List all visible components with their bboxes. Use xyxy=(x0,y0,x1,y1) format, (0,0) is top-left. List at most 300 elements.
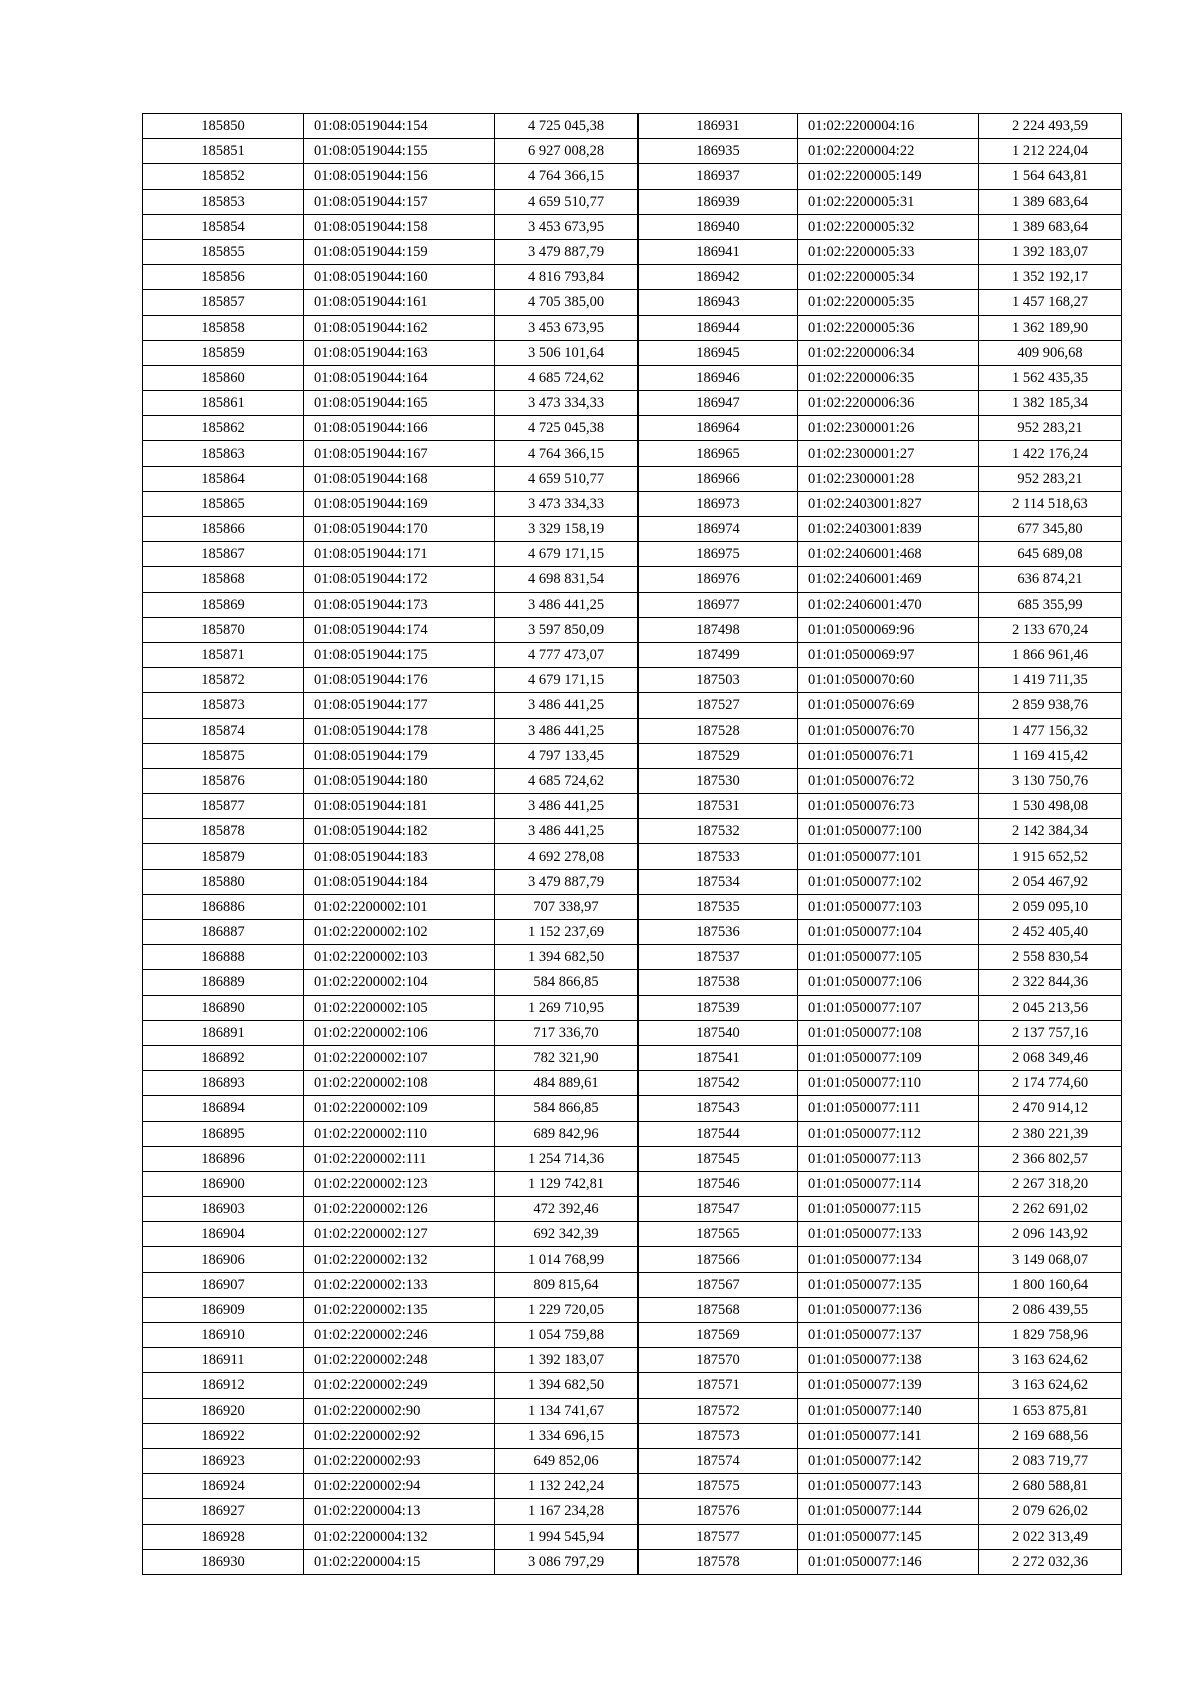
table-row xyxy=(143,1272,638,1297)
record-number-cell: 186904 xyxy=(143,1222,304,1247)
cadastral-number-cell: 01:02:2403001:827 xyxy=(798,491,979,516)
cadastral-number-cell: 01:08:0519044:162 xyxy=(304,315,495,340)
value-cell: 1 419 711,35 xyxy=(979,668,1122,693)
value-cell: 4 764 366,15 xyxy=(495,441,638,466)
value-cell: 3 486 441,25 xyxy=(495,819,638,844)
cadastral-number-cell: 01:08:0519044:176 xyxy=(304,668,495,693)
value-cell: 1 167 234,28 xyxy=(495,1499,638,1524)
cadastral-number-cell: 01:01:0500070:60 xyxy=(798,668,979,693)
cadastral-number-cell: 01:01:0500077:136 xyxy=(798,1297,979,1322)
table-row xyxy=(639,1348,1122,1373)
table-row xyxy=(143,768,638,793)
left-table xyxy=(142,113,638,1575)
cadastral-number-cell: 01:08:0519044:180 xyxy=(304,768,495,793)
table-row xyxy=(639,1272,1122,1297)
record-number-cell: 185878 xyxy=(143,819,304,844)
cadastral-number-cell: 01:02:2300001:28 xyxy=(798,466,979,491)
table-row xyxy=(639,365,1122,390)
table-row xyxy=(639,995,1122,1020)
record-number-cell: 185875 xyxy=(143,743,304,768)
record-number-cell: 187566 xyxy=(639,1247,798,1272)
cadastral-number-cell: 01:08:0519044:173 xyxy=(304,592,495,617)
record-number-cell: 187540 xyxy=(639,1020,798,1045)
table-row xyxy=(639,340,1122,365)
cadastral-number-cell: 01:02:2200002:127 xyxy=(304,1222,495,1247)
table-row xyxy=(143,819,638,844)
cadastral-number-cell: 01:02:2200004:132 xyxy=(304,1524,495,1549)
table-row xyxy=(639,265,1122,290)
table-row xyxy=(143,265,638,290)
record-number-cell: 185866 xyxy=(143,517,304,542)
record-number-cell: 186886 xyxy=(143,894,304,919)
cadastral-number-cell: 01:01:0500077:111 xyxy=(798,1096,979,1121)
value-cell: 2 045 213,56 xyxy=(979,995,1122,1020)
value-cell: 584 866,85 xyxy=(495,1096,638,1121)
cadastral-number-cell: 01:02:2200002:94 xyxy=(304,1474,495,1499)
record-number-cell: 186892 xyxy=(143,1045,304,1070)
record-number-cell: 187565 xyxy=(639,1222,798,1247)
cadastral-number-cell: 01:02:2200002:246 xyxy=(304,1323,495,1348)
cadastral-number-cell: 01:08:0519044:166 xyxy=(304,416,495,441)
record-number-cell: 185853 xyxy=(143,189,304,214)
record-number-cell: 186973 xyxy=(639,491,798,516)
table-row xyxy=(639,1297,1122,1322)
cadastral-number-cell: 01:08:0519044:171 xyxy=(304,542,495,567)
cadastral-number-cell: 01:02:2200002:132 xyxy=(304,1247,495,1272)
record-number-cell: 185867 xyxy=(143,542,304,567)
cadastral-number-cell: 01:01:0500077:135 xyxy=(798,1272,979,1297)
table-row xyxy=(143,290,638,315)
table-row xyxy=(143,1096,638,1121)
value-cell: 4 659 510,77 xyxy=(495,189,638,214)
table-row xyxy=(143,214,638,239)
table-row xyxy=(143,239,638,264)
table-row xyxy=(143,139,638,164)
value-cell: 809 815,64 xyxy=(495,1272,638,1297)
value-cell: 717 336,70 xyxy=(495,1020,638,1045)
cadastral-number-cell: 01:01:0500077:141 xyxy=(798,1423,979,1448)
cadastral-number-cell: 01:02:2200004:15 xyxy=(304,1549,495,1574)
value-cell: 1 129 742,81 xyxy=(495,1171,638,1196)
table-row xyxy=(143,1474,638,1499)
cadastral-number-cell: 01:08:0519044:160 xyxy=(304,265,495,290)
cadastral-number-cell: 01:01:0500077:100 xyxy=(798,819,979,844)
record-number-cell: 186943 xyxy=(639,290,798,315)
record-number-cell: 186937 xyxy=(639,164,798,189)
table-row xyxy=(639,1373,1122,1398)
record-number-cell: 185856 xyxy=(143,265,304,290)
table-row xyxy=(143,718,638,743)
cadastral-number-cell: 01:08:0519044:170 xyxy=(304,517,495,542)
table-row xyxy=(639,189,1122,214)
cadastral-number-cell: 01:01:0500077:110 xyxy=(798,1071,979,1096)
record-number-cell: 187571 xyxy=(639,1373,798,1398)
record-number-cell: 186893 xyxy=(143,1071,304,1096)
cadastral-number-cell: 01:08:0519044:167 xyxy=(304,441,495,466)
value-cell: 1 014 768,99 xyxy=(495,1247,638,1272)
value-cell: 782 321,90 xyxy=(495,1045,638,1070)
value-cell: 2 224 493,59 xyxy=(979,114,1122,139)
table-row xyxy=(639,1247,1122,1272)
value-cell: 409 906,68 xyxy=(979,340,1122,365)
cadastral-number-cell: 01:02:2200004:22 xyxy=(798,139,979,164)
record-number-cell: 186945 xyxy=(639,340,798,365)
table-row xyxy=(639,1197,1122,1222)
record-number-cell: 187574 xyxy=(639,1448,798,1473)
cadastral-number-cell: 01:02:2200006:35 xyxy=(798,365,979,390)
value-cell: 2 022 313,49 xyxy=(979,1524,1122,1549)
table-row xyxy=(639,794,1122,819)
record-number-cell: 187545 xyxy=(639,1146,798,1171)
value-cell: 952 283,21 xyxy=(979,416,1122,441)
cadastral-number-cell: 01:02:2200005:32 xyxy=(798,214,979,239)
record-number-cell: 187527 xyxy=(639,693,798,718)
value-cell: 1 422 176,24 xyxy=(979,441,1122,466)
value-cell: 952 283,21 xyxy=(979,466,1122,491)
table-row xyxy=(143,1121,638,1146)
record-number-cell: 185864 xyxy=(143,466,304,491)
table-row xyxy=(639,617,1122,642)
value-cell: 2 133 670,24 xyxy=(979,617,1122,642)
record-number-cell: 185859 xyxy=(143,340,304,365)
record-number-cell: 185860 xyxy=(143,365,304,390)
table-row xyxy=(639,441,1122,466)
record-number-cell: 186931 xyxy=(639,114,798,139)
cadastral-number-cell: 01:01:0500077:133 xyxy=(798,1222,979,1247)
value-cell: 4 705 385,00 xyxy=(495,290,638,315)
cadastral-number-cell: 01:01:0500077:113 xyxy=(798,1146,979,1171)
cadastral-number-cell: 01:02:2200002:101 xyxy=(304,894,495,919)
table-row xyxy=(143,466,638,491)
record-number-cell: 185880 xyxy=(143,869,304,894)
value-cell: 3 479 887,79 xyxy=(495,869,638,894)
cadastral-number-cell: 01:01:0500076:73 xyxy=(798,794,979,819)
table-row xyxy=(639,239,1122,264)
value-cell: 4 764 366,15 xyxy=(495,164,638,189)
record-number-cell: 187577 xyxy=(639,1524,798,1549)
value-cell: 4 679 171,15 xyxy=(495,668,638,693)
record-number-cell: 187532 xyxy=(639,819,798,844)
table-row xyxy=(143,1373,638,1398)
table-row xyxy=(639,164,1122,189)
table-row xyxy=(639,1423,1122,1448)
cadastral-number-cell: 01:01:0500077:143 xyxy=(798,1474,979,1499)
record-number-cell: 185873 xyxy=(143,693,304,718)
cadastral-number-cell: 01:02:2200002:249 xyxy=(304,1373,495,1398)
value-cell: 4 685 724,62 xyxy=(495,365,638,390)
value-cell: 3 479 887,79 xyxy=(495,239,638,264)
table-row xyxy=(639,416,1122,441)
table-row xyxy=(143,114,638,139)
record-number-cell: 187529 xyxy=(639,743,798,768)
table-row xyxy=(639,592,1122,617)
value-cell: 1 457 168,27 xyxy=(979,290,1122,315)
value-cell: 484 889,61 xyxy=(495,1071,638,1096)
record-number-cell: 186974 xyxy=(639,517,798,542)
table-row xyxy=(143,164,638,189)
cadastral-number-cell: 01:02:2406001:469 xyxy=(798,567,979,592)
record-number-cell: 186922 xyxy=(143,1423,304,1448)
value-cell: 689 842,96 xyxy=(495,1121,638,1146)
record-number-cell: 187578 xyxy=(639,1549,798,1574)
record-number-cell: 187538 xyxy=(639,970,798,995)
record-number-cell: 187570 xyxy=(639,1348,798,1373)
record-number-cell: 185851 xyxy=(143,139,304,164)
record-number-cell: 185861 xyxy=(143,391,304,416)
cadastral-number-cell: 01:02:2200005:33 xyxy=(798,239,979,264)
value-cell: 3 163 624,62 xyxy=(979,1373,1122,1398)
value-cell: 2 059 095,10 xyxy=(979,894,1122,919)
table-row xyxy=(143,920,638,945)
value-cell: 4 659 510,77 xyxy=(495,466,638,491)
table-row xyxy=(639,1222,1122,1247)
table-row xyxy=(143,1020,638,1045)
cadastral-number-cell: 01:02:2200005:36 xyxy=(798,315,979,340)
record-number-cell: 187498 xyxy=(639,617,798,642)
cadastral-number-cell: 01:01:0500077:134 xyxy=(798,1247,979,1272)
cadastral-number-cell: 01:01:0500077:104 xyxy=(798,920,979,945)
table-row xyxy=(143,1348,638,1373)
value-cell: 2 470 914,12 xyxy=(979,1096,1122,1121)
record-number-cell: 186944 xyxy=(639,315,798,340)
table-row xyxy=(143,189,638,214)
value-cell: 1 564 643,81 xyxy=(979,164,1122,189)
record-number-cell: 187576 xyxy=(639,1499,798,1524)
cadastral-number-cell: 01:02:2300001:27 xyxy=(798,441,979,466)
table-row xyxy=(143,340,638,365)
record-number-cell: 186941 xyxy=(639,239,798,264)
value-cell: 692 342,39 xyxy=(495,1222,638,1247)
table-row xyxy=(143,1146,638,1171)
table-row xyxy=(639,1171,1122,1196)
table-row xyxy=(143,945,638,970)
cadastral-number-cell: 01:08:0519044:156 xyxy=(304,164,495,189)
record-number-cell: 185865 xyxy=(143,491,304,516)
record-number-cell: 186903 xyxy=(143,1197,304,1222)
cadastral-number-cell: 01:08:0519044:178 xyxy=(304,718,495,743)
value-cell: 2 169 688,56 xyxy=(979,1423,1122,1448)
record-number-cell: 187569 xyxy=(639,1323,798,1348)
value-cell: 4 725 045,38 xyxy=(495,114,638,139)
cadastral-number-cell: 01:08:0519044:183 xyxy=(304,844,495,869)
table-row xyxy=(639,920,1122,945)
value-cell: 1 134 741,67 xyxy=(495,1398,638,1423)
record-number-cell: 187528 xyxy=(639,718,798,743)
record-number-cell: 185868 xyxy=(143,567,304,592)
record-number-cell: 186910 xyxy=(143,1323,304,1348)
record-number-cell: 187543 xyxy=(639,1096,798,1121)
record-number-cell: 186907 xyxy=(143,1272,304,1297)
record-number-cell: 186946 xyxy=(639,365,798,390)
record-number-cell: 186928 xyxy=(143,1524,304,1549)
cadastral-number-cell: 01:08:0519044:159 xyxy=(304,239,495,264)
value-cell: 3 163 624,62 xyxy=(979,1348,1122,1373)
cadastral-number-cell: 01:02:2200002:135 xyxy=(304,1297,495,1322)
table-row xyxy=(143,1398,638,1423)
cadastral-number-cell: 01:01:0500077:107 xyxy=(798,995,979,1020)
cadastral-number-cell: 01:02:2200002:103 xyxy=(304,945,495,970)
record-number-cell: 186975 xyxy=(639,542,798,567)
value-cell: 1 334 696,15 xyxy=(495,1423,638,1448)
table-row xyxy=(639,517,1122,542)
value-cell: 4 816 793,84 xyxy=(495,265,638,290)
value-cell: 1 169 415,42 xyxy=(979,743,1122,768)
record-number-cell: 187530 xyxy=(639,768,798,793)
table-row xyxy=(639,214,1122,239)
table-row xyxy=(639,718,1122,743)
value-cell: 1 269 710,95 xyxy=(495,995,638,1020)
table-row xyxy=(639,391,1122,416)
cadastral-number-cell: 01:08:0519044:175 xyxy=(304,642,495,667)
table-row xyxy=(639,1549,1122,1574)
table-row xyxy=(143,743,638,768)
table-row xyxy=(639,1146,1122,1171)
value-cell: 2 083 719,77 xyxy=(979,1448,1122,1473)
value-cell: 1 362 189,90 xyxy=(979,315,1122,340)
table-row xyxy=(639,1398,1122,1423)
value-cell: 1 254 714,36 xyxy=(495,1146,638,1171)
value-cell: 3 130 750,76 xyxy=(979,768,1122,793)
cadastral-number-cell: 01:08:0519044:169 xyxy=(304,491,495,516)
record-number-cell: 186889 xyxy=(143,970,304,995)
value-cell: 4 692 278,08 xyxy=(495,844,638,869)
value-cell: 2 137 757,16 xyxy=(979,1020,1122,1045)
cadastral-number-cell: 01:02:2200002:126 xyxy=(304,1197,495,1222)
record-number-cell: 186895 xyxy=(143,1121,304,1146)
table-row xyxy=(143,1171,638,1196)
record-number-cell: 187573 xyxy=(639,1423,798,1448)
cadastral-number-cell: 01:01:0500077:140 xyxy=(798,1398,979,1423)
table-row xyxy=(143,894,638,919)
record-number-cell: 187536 xyxy=(639,920,798,945)
record-number-cell: 186900 xyxy=(143,1171,304,1196)
table-row xyxy=(143,1423,638,1448)
value-cell: 1 392 183,07 xyxy=(979,239,1122,264)
value-cell: 584 866,85 xyxy=(495,970,638,995)
table-row xyxy=(143,1524,638,1549)
value-cell: 3 486 441,25 xyxy=(495,794,638,819)
record-number-cell: 185863 xyxy=(143,441,304,466)
record-number-cell: 186947 xyxy=(639,391,798,416)
record-number-cell: 186939 xyxy=(639,189,798,214)
cadastral-number-cell: 01:01:0500077:114 xyxy=(798,1171,979,1196)
value-cell: 4 777 473,07 xyxy=(495,642,638,667)
cadastral-number-cell: 01:02:2200002:133 xyxy=(304,1272,495,1297)
table-row xyxy=(143,391,638,416)
record-number-cell: 185855 xyxy=(143,239,304,264)
record-number-cell: 186887 xyxy=(143,920,304,945)
cadastral-number-cell: 01:01:0500076:71 xyxy=(798,743,979,768)
cadastral-number-cell: 01:02:2200006:34 xyxy=(798,340,979,365)
record-number-cell: 187533 xyxy=(639,844,798,869)
value-cell: 1 394 682,50 xyxy=(495,945,638,970)
value-cell: 649 852,06 xyxy=(495,1448,638,1473)
table-row xyxy=(639,466,1122,491)
value-cell: 3 473 334,33 xyxy=(495,491,638,516)
table-row xyxy=(143,1247,638,1272)
value-cell: 2 114 518,63 xyxy=(979,491,1122,516)
record-number-cell: 187572 xyxy=(639,1398,798,1423)
value-cell: 1 866 961,46 xyxy=(979,642,1122,667)
value-cell: 1 229 720,05 xyxy=(495,1297,638,1322)
table-row xyxy=(143,844,638,869)
cadastral-number-cell: 01:01:0500077:105 xyxy=(798,945,979,970)
cadastral-number-cell: 01:08:0519044:155 xyxy=(304,139,495,164)
table-row xyxy=(639,869,1122,894)
table-row xyxy=(639,642,1122,667)
record-number-cell: 185850 xyxy=(143,114,304,139)
cadastral-number-cell: 01:02:2200004:16 xyxy=(798,114,979,139)
table-row xyxy=(639,114,1122,139)
table-row xyxy=(639,139,1122,164)
record-number-cell: 187575 xyxy=(639,1474,798,1499)
table-row xyxy=(639,945,1122,970)
table-row xyxy=(639,1121,1122,1146)
table-row xyxy=(143,592,638,617)
cadastral-number-cell: 01:02:2200006:36 xyxy=(798,391,979,416)
cadastral-number-cell: 01:02:2200002:111 xyxy=(304,1146,495,1171)
cadastral-number-cell: 01:08:0519044:174 xyxy=(304,617,495,642)
value-cell: 1 352 192,17 xyxy=(979,265,1122,290)
value-cell: 1 915 652,52 xyxy=(979,844,1122,869)
value-cell: 3 486 441,25 xyxy=(495,718,638,743)
cadastral-number-cell: 01:01:0500077:115 xyxy=(798,1197,979,1222)
value-cell: 1 054 759,88 xyxy=(495,1323,638,1348)
table-row xyxy=(143,315,638,340)
value-cell: 636 874,21 xyxy=(979,567,1122,592)
cadastral-number-cell: 01:02:2200002:90 xyxy=(304,1398,495,1423)
record-number-cell: 186924 xyxy=(143,1474,304,1499)
cadastral-number-cell: 01:08:0519044:181 xyxy=(304,794,495,819)
record-number-cell: 187546 xyxy=(639,1171,798,1196)
value-cell: 3 453 673,95 xyxy=(495,214,638,239)
table-row xyxy=(143,416,638,441)
cadastral-number-cell: 01:01:0500077:101 xyxy=(798,844,979,869)
record-number-cell: 186888 xyxy=(143,945,304,970)
table-row xyxy=(639,1096,1122,1121)
record-number-cell: 185876 xyxy=(143,768,304,793)
record-number-cell: 185854 xyxy=(143,214,304,239)
value-cell: 3 149 068,07 xyxy=(979,1247,1122,1272)
cadastral-number-cell: 01:08:0519044:161 xyxy=(304,290,495,315)
cadastral-number-cell: 01:02:2200002:108 xyxy=(304,1071,495,1096)
record-number-cell: 186891 xyxy=(143,1020,304,1045)
value-cell: 685 355,99 xyxy=(979,592,1122,617)
record-number-cell: 185858 xyxy=(143,315,304,340)
value-cell: 6 927 008,28 xyxy=(495,139,638,164)
value-cell: 2 142 384,34 xyxy=(979,819,1122,844)
cadastral-number-cell: 01:08:0519044:158 xyxy=(304,214,495,239)
table-row xyxy=(143,365,638,390)
record-number-cell: 186964 xyxy=(639,416,798,441)
record-number-cell: 187568 xyxy=(639,1297,798,1322)
record-number-cell: 186965 xyxy=(639,441,798,466)
value-cell: 4 679 171,15 xyxy=(495,542,638,567)
record-number-cell: 185862 xyxy=(143,416,304,441)
table-row xyxy=(639,1524,1122,1549)
record-number-cell: 186906 xyxy=(143,1247,304,1272)
cadastral-number-cell: 01:02:2403001:839 xyxy=(798,517,979,542)
cadastral-number-cell: 01:02:2200002:107 xyxy=(304,1045,495,1070)
value-cell: 2 086 439,55 xyxy=(979,1297,1122,1322)
record-number-cell: 186920 xyxy=(143,1398,304,1423)
value-cell: 1 653 875,81 xyxy=(979,1398,1122,1423)
record-number-cell: 186890 xyxy=(143,995,304,1020)
value-cell: 1 212 224,04 xyxy=(979,139,1122,164)
cadastral-number-cell: 01:01:0500076:72 xyxy=(798,768,979,793)
value-cell: 4 797 133,45 xyxy=(495,743,638,768)
cadastral-number-cell: 01:01:0500077:137 xyxy=(798,1323,979,1348)
